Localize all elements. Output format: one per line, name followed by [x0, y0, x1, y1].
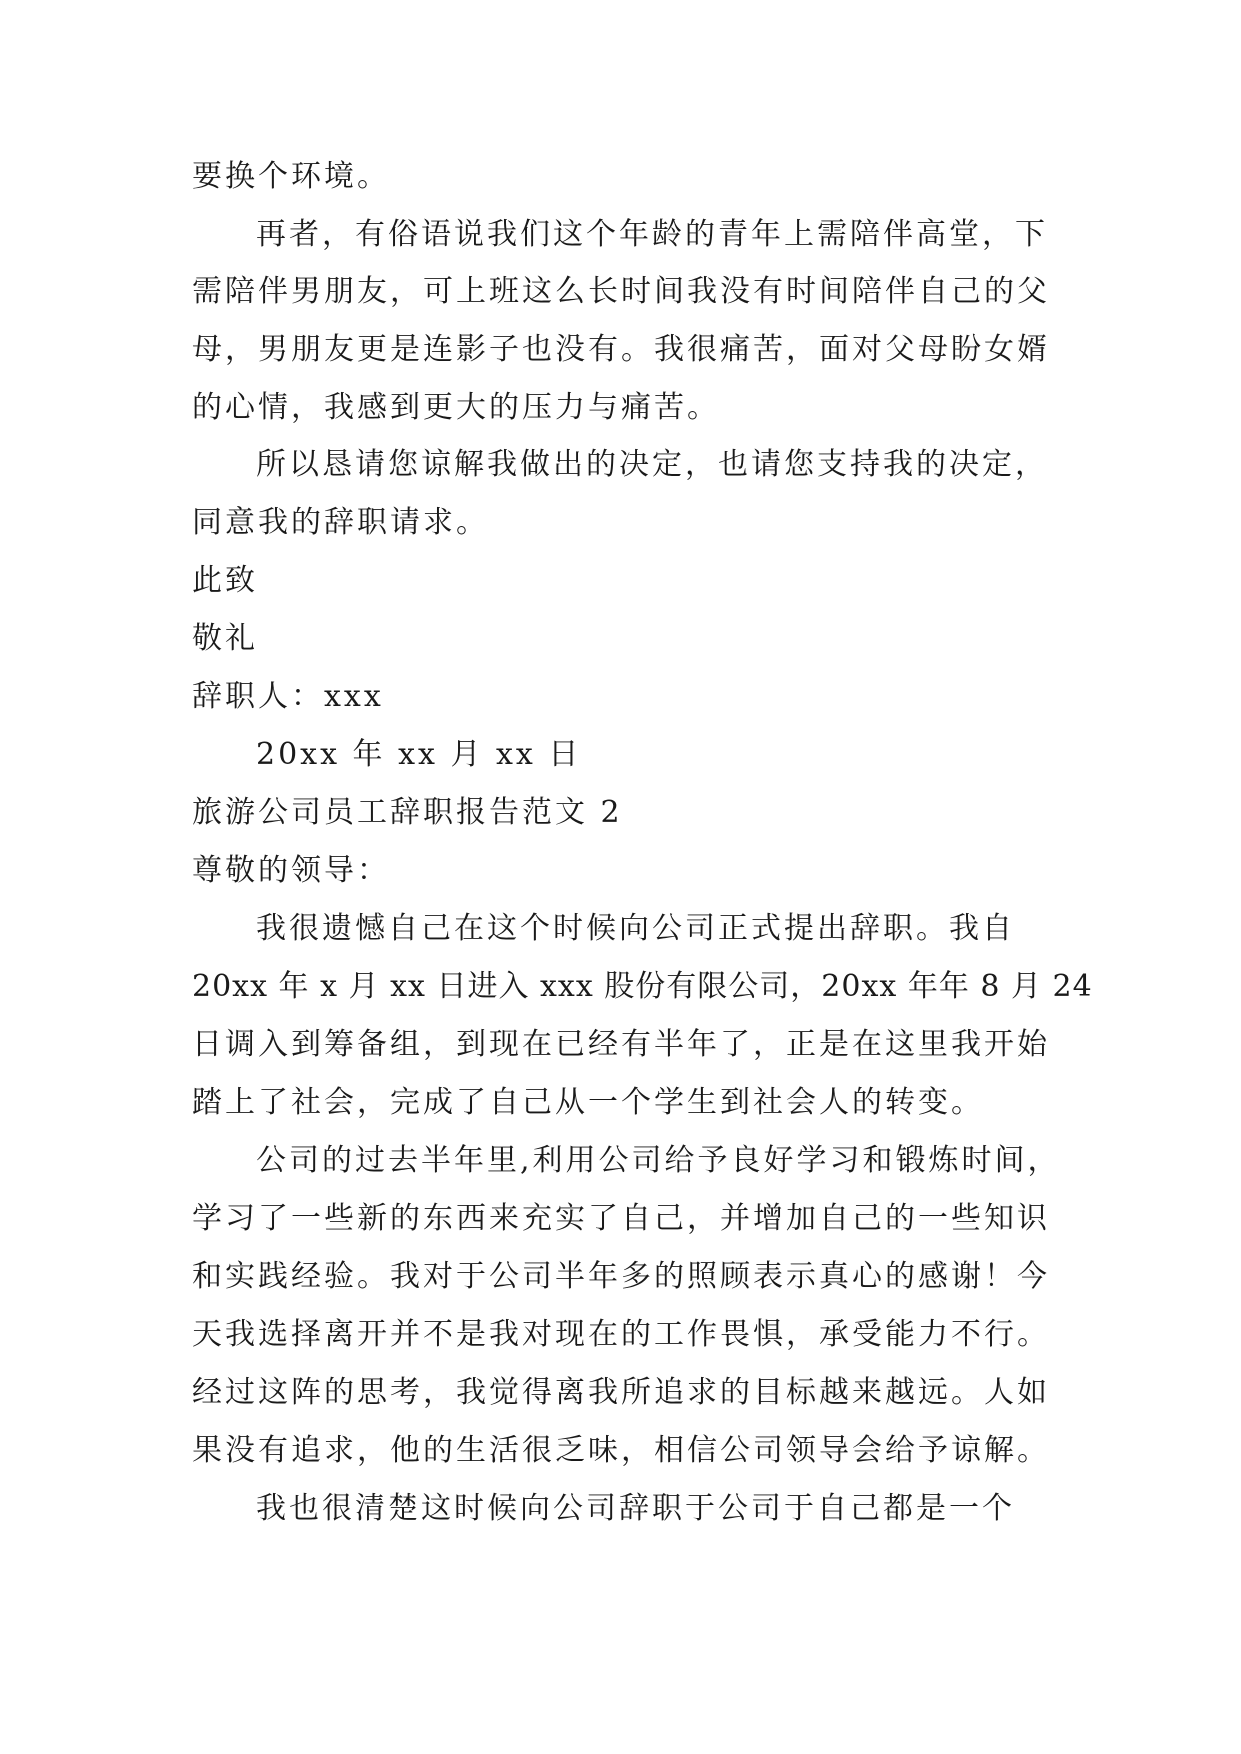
section-title: 旅游公司员工辞职报告范文 2 — [192, 795, 623, 830]
paragraph-line: 公司的过去半年里,利用公司给予良好学习和锻炼时间， — [256, 1143, 1061, 1178]
paragraph-line: 学习了一些新的东西来充实了自己，并增加自己的一些知识 — [192, 1201, 1050, 1236]
paragraph-line: 和实践经验。我对于公司半年多的照顾表示真心的感谢！今 — [192, 1259, 1050, 1294]
paragraph-line: 需陪伴男朋友，可上班这么长时间我没有时间陪伴自己的父 — [192, 274, 1050, 309]
closing-line: 敬礼 — [192, 621, 258, 656]
signature-line: 辞职人：xxx — [192, 679, 384, 714]
paragraph-line: 的心情，我感到更大的压力与痛苦。 — [192, 390, 720, 425]
closing-line: 此致 — [192, 563, 258, 598]
date-line: 20xx 年 xx 月 xx 日 — [256, 737, 582, 772]
paragraph-line: 我很遗憾自己在这个时候向公司正式提出辞职。我自 — [256, 911, 1015, 946]
paragraph-line: 母，男朋友更是连影子也没有。我很痛苦，面对父母盼女婿 — [192, 332, 1050, 367]
paragraph-line: 20xx 年 x 月 xx 日进入 xxx 股份有限公司，20xx 年年 8 月 24 — [192, 969, 1093, 1004]
paragraph-line: 再者，有俗语说我们这个年龄的青年上需陪伴高堂，下 — [256, 217, 1048, 252]
paragraph-line: 我也很清楚这时候向公司辞职于公司于自己都是一个 — [256, 1491, 1015, 1526]
paragraph-line: 踏上了社会，完成了自己从一个学生到社会人的转变。 — [192, 1085, 984, 1120]
paragraph-line: 果没有追求，他的生活很乏味，相信公司领导会给予谅解。 — [192, 1433, 1050, 1468]
paragraph-line: 日调入到筹备组，到现在已经有半年了，正是在这里我开始 — [192, 1027, 1050, 1062]
paragraph-line: 同意我的辞职请求。 — [192, 505, 489, 540]
paragraph-line: 天我选择离开并不是我对现在的工作畏惧，承受能力不行。 — [192, 1317, 1050, 1352]
paragraph-line: 要换个环境。 — [192, 159, 390, 194]
salutation: 尊敬的领导： — [192, 853, 390, 888]
paragraph-line: 所以恳请您谅解我做出的决定，也请您支持我的决定， — [256, 447, 1048, 482]
paragraph-line: 经过这阵的思考，我觉得离我所追求的目标越来越远。人如 — [192, 1375, 1050, 1410]
